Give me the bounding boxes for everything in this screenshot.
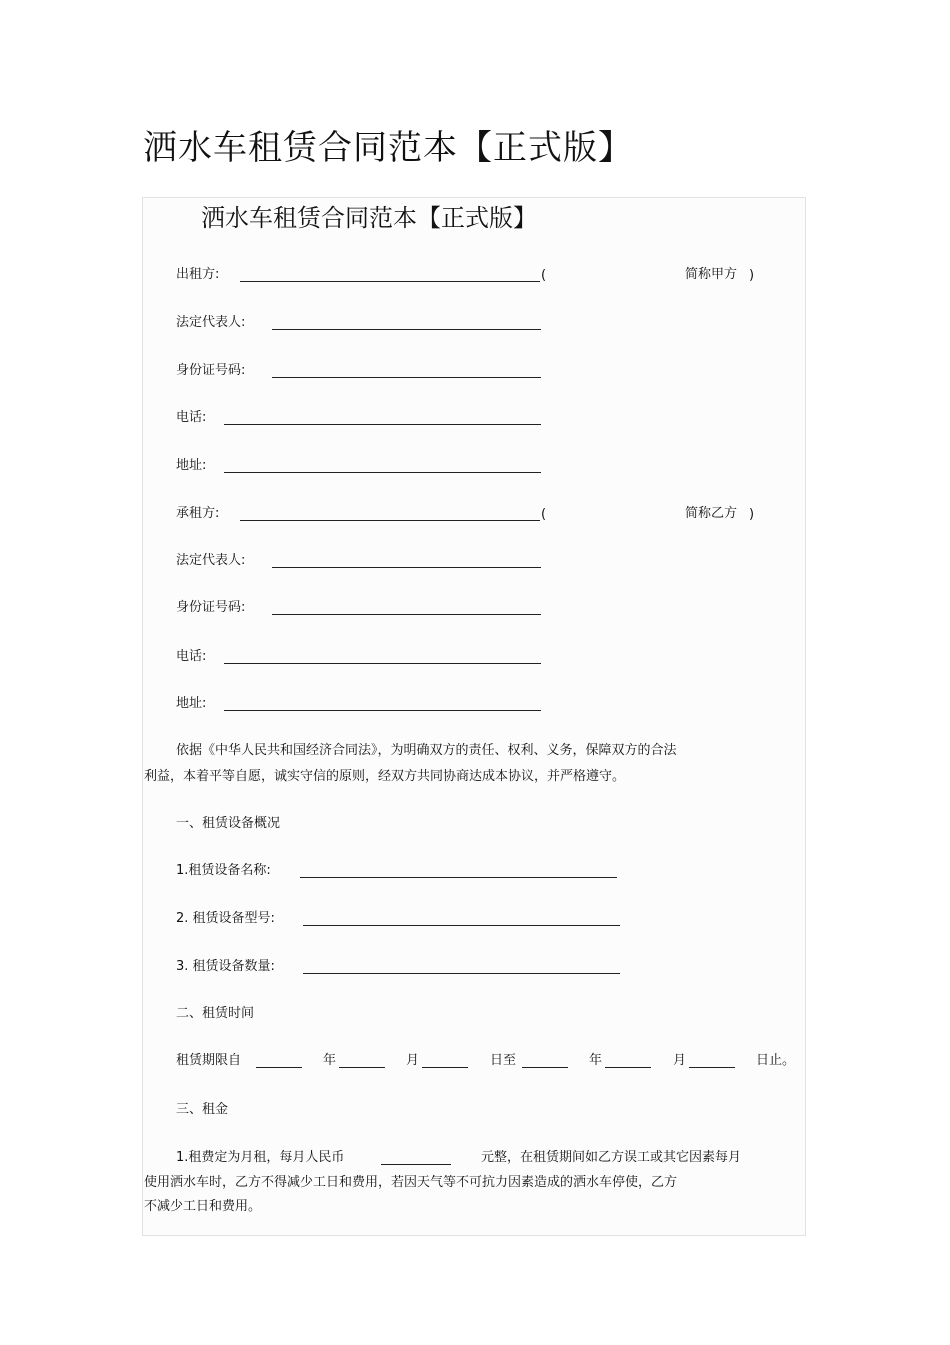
lessee-rep-blank[interactable] bbox=[272, 567, 541, 568]
document-frame bbox=[142, 197, 806, 1236]
section-1-heading: 一、租赁设备概况 bbox=[176, 816, 281, 831]
lessor-alias: 简称甲方 bbox=[685, 267, 738, 282]
term-start-month-label: 月 bbox=[406, 1053, 420, 1068]
rent-line-2: 使用洒水车时，乙方不得减少工日和费用，若因天气等不可抗力因素造成的洒水车停使，乙方 bbox=[144, 1175, 678, 1190]
rent-line-1-part-2: 元整，在租赁期间如乙方误工或其它因素每月 bbox=[481, 1150, 742, 1165]
lessee-phone-blank[interactable] bbox=[224, 663, 541, 664]
lessee-id-blank[interactable] bbox=[272, 614, 541, 615]
contract-title: 洒水车租赁合同范本【正式版】 bbox=[201, 204, 537, 232]
monthly-rent-blank[interactable] bbox=[381, 1164, 451, 1165]
equipment-model-label: 2. 租赁设备型号: bbox=[176, 911, 275, 926]
lessee-paren-close: ) bbox=[749, 507, 755, 522]
lessor-rep-label: 法定代表人: bbox=[176, 315, 246, 330]
lessee-blank[interactable] bbox=[240, 520, 540, 521]
lessor-paren-close: ) bbox=[749, 268, 755, 283]
lessor-id-label: 身份证号码: bbox=[176, 363, 246, 378]
equipment-model-blank[interactable] bbox=[303, 925, 620, 926]
term-end-month-label: 月 bbox=[673, 1053, 687, 1068]
equipment-name-label: 1.租赁设备名称: bbox=[176, 863, 271, 878]
lessor-address-label: 地址: bbox=[176, 458, 207, 473]
lessee-alias: 简称乙方 bbox=[685, 506, 738, 521]
term-start-year-blank[interactable] bbox=[256, 1067, 302, 1068]
lessee-id-label: 身份证号码: bbox=[176, 600, 246, 615]
term-start-year-label: 年 bbox=[323, 1053, 337, 1068]
equipment-quantity-blank[interactable] bbox=[303, 973, 620, 974]
lessor-blank[interactable] bbox=[240, 281, 540, 282]
term-end-day-blank[interactable] bbox=[689, 1067, 735, 1068]
term-lead: 租赁期限自 bbox=[176, 1053, 242, 1068]
lessor-phone-blank[interactable] bbox=[224, 424, 541, 425]
section-3-heading: 三、租金 bbox=[176, 1102, 229, 1117]
term-end-month-blank[interactable] bbox=[605, 1067, 651, 1068]
term-start-month-blank[interactable] bbox=[339, 1067, 385, 1068]
term-end-year-label: 年 bbox=[589, 1053, 603, 1068]
lessee-rep-label: 法定代表人: bbox=[176, 553, 246, 568]
lessor-label: 出租方: bbox=[176, 267, 220, 282]
lessee-label: 承租方: bbox=[176, 506, 220, 521]
term-start-day-blank[interactable] bbox=[422, 1067, 468, 1068]
rent-line-3: 不减少工日和费用。 bbox=[144, 1199, 262, 1214]
lessee-phone-label: 电话: bbox=[176, 649, 207, 664]
term-day-end-label: 日止。 bbox=[756, 1053, 796, 1068]
preamble-line-1: 依据《中华人民共和国经济合同法》，为明确双方的责任、权利、义务，保障双方的合法 bbox=[176, 743, 677, 758]
lessee-address-label: 地址: bbox=[176, 696, 207, 711]
lessee-address-blank[interactable] bbox=[224, 710, 541, 711]
lessor-rep-blank[interactable] bbox=[272, 329, 541, 330]
lessor-id-blank[interactable] bbox=[272, 377, 541, 378]
page-title: 洒水车租赁合同范本【正式版】 bbox=[143, 128, 633, 168]
lessor-phone-label: 电话: bbox=[176, 410, 207, 425]
rent-line-1-part-1: 1.租费定为月租，每月人民币 bbox=[176, 1150, 345, 1165]
term-end-year-blank[interactable] bbox=[522, 1067, 568, 1068]
preamble-line-2: 利益，本着平等自愿，诚实守信的原则，经双方共同协商达成本协议，并严格遵守。 bbox=[144, 769, 626, 784]
section-2-heading: 二、租赁时间 bbox=[176, 1006, 255, 1021]
term-day-to-label: 日至 bbox=[490, 1053, 517, 1068]
lessee-paren-open: ( bbox=[541, 507, 547, 522]
lessor-address-blank[interactable] bbox=[224, 472, 541, 473]
equipment-quantity-label: 3. 租赁设备数量: bbox=[176, 959, 275, 974]
lessor-paren-open: ( bbox=[541, 268, 547, 283]
equipment-name-blank[interactable] bbox=[300, 877, 617, 878]
